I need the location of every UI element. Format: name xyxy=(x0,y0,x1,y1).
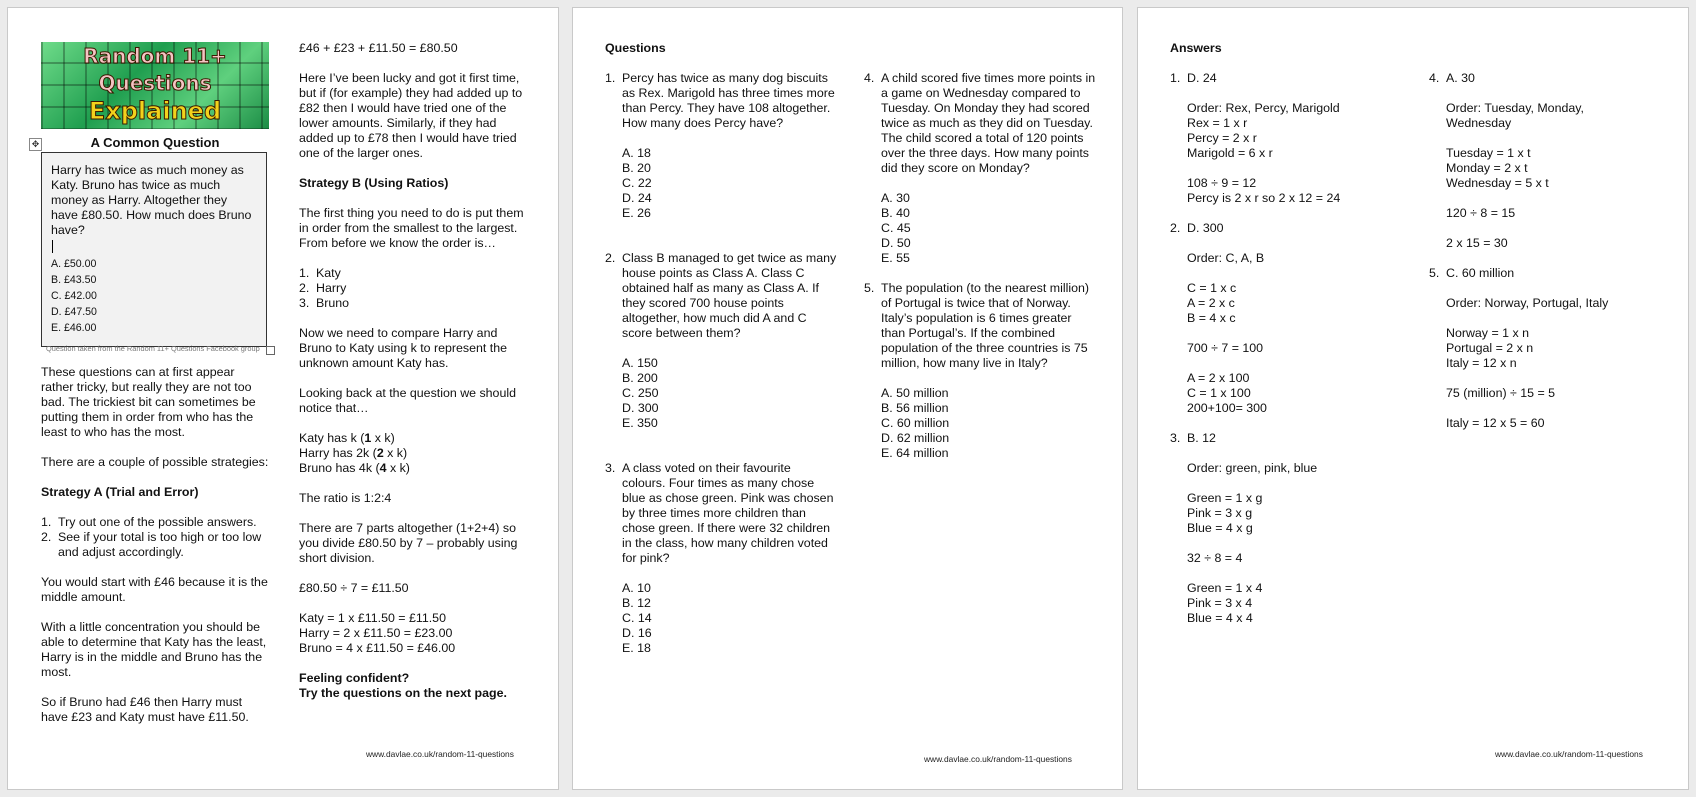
lucky-paragraph: Here I’ve been lucky and got it first time, but if (for example) they had added up to £82 then I would have tried one of the lower amounts. Similarly, if they had added up to £78 then I would have tried one of the larger ones. xyxy=(299,71,523,160)
start-paragraph: You would start with £46 because it is the middle amount. xyxy=(41,575,268,604)
list-item: 4. A child scored five times more points in a game on Wednesday compared to Tuesday. On Monday they had scored twice as much as they did on Tuesday. The child scored a total of 120 points over the three days. How many points did they score on Monday? A. 30 B. 40 C. 45 D. 50 E. 55 xyxy=(864,71,1096,265)
strategy-a-steps xyxy=(41,515,269,560)
banner-line-3: Explained xyxy=(88,97,222,125)
table-move-handle-icon[interactable]: ✥ xyxy=(29,138,42,151)
page1-left-column xyxy=(41,365,269,740)
question-3 xyxy=(605,461,837,656)
looking-back-paragraph: Looking back at the question we should notice that… xyxy=(299,386,516,415)
question-text: Harry has twice as much money as Katy. Bruno has twice as much money as Harry. Altogether they have £80.50. How much does Bruno have? xyxy=(51,163,252,237)
list-item: 1. Katy xyxy=(299,266,341,280)
answer-3 xyxy=(1170,431,1400,626)
order-paragraph: The first thing you need to do is put them in order from the smallest to the largest. From before we know the order is… xyxy=(299,206,524,250)
sum-line: £46 + £23 + £11.50 = £80.50 xyxy=(299,41,458,55)
page2-footer: www.davlae.co.uk/random-11-questions xyxy=(924,754,1072,764)
has-lines: Katy has k (1 x k) Harry has 2k (2 x k) Bruno has 4k (4 x k) xyxy=(299,431,410,475)
page3-footer: www.davlae.co.uk/random-11-questions xyxy=(1495,749,1643,759)
list-item: 5. C. 60 million Order: Norway, Portugal, Italy Norway = 1 x n Portugal = 2 x n Italy = 12 x n 75 (million) ÷ 15 = 5 Italy = 12 x 5 = 60 xyxy=(1429,266,1609,430)
question-1 xyxy=(605,71,837,221)
page2-right-column xyxy=(864,71,1096,476)
text-cursor xyxy=(52,240,53,253)
option-b: B. £43.50 xyxy=(51,274,97,286)
page1-right-column xyxy=(299,41,531,701)
banner-line-2: Questions xyxy=(98,71,212,95)
document-page-2 xyxy=(572,7,1123,790)
answers-heading: Answers xyxy=(1170,41,1222,55)
document-page-1 xyxy=(7,7,559,790)
question-caption: Question taken from the Random 11+ Questions Facebook group xyxy=(46,344,260,353)
question-5 xyxy=(864,281,1096,461)
calc-lines: Katy = 1 x £11.50 = £11.50 Harry = 2 x £11.50 = £23.00 Bruno = 4 x £11.50 = £46.00 xyxy=(299,611,456,655)
strategy-b-heading: Strategy B (Using Ratios) xyxy=(299,176,449,190)
answer-1 xyxy=(1170,71,1400,206)
order-list xyxy=(299,266,531,311)
list-item: 3. A class voted on their favourite colours. Four times as many chose blue as chose green. Pink was chosen by three times more children than chose green. If there were 32 children in the class, how many children voted for pink? A. 10 B. 12 C. 14 D. 16 E. 18 xyxy=(605,461,834,655)
question-title: A Common Question xyxy=(90,135,220,150)
list-item: 2. Harry xyxy=(299,281,347,295)
page1-footer: www.davlae.co.uk/random-11-questions xyxy=(366,749,514,759)
division-line: £80.50 ÷ 7 = £11.50 xyxy=(299,581,409,595)
option-d: D. £47.50 xyxy=(51,306,97,318)
answer-5 xyxy=(1429,266,1661,431)
list-item: 2. See if your total is too high or too low and adjust accordingly. xyxy=(41,530,262,559)
option-c: C. £42.00 xyxy=(51,290,97,302)
list-item: 1. Percy has twice as many dog biscuits as Rex. Marigold has three times more than Percy. They have 108 altogether. How many does Percy have? A. 18 B. 20 C. 22 D. 24 E. 26 xyxy=(605,71,835,220)
banner-line-1: Random 11+ xyxy=(83,44,227,68)
page3-left-column xyxy=(1170,41,1400,641)
list-item: 2. Class B managed to get twice as many house points as Class A. Class C obtained half as many as Class A. If they scored 700 house points altogether, how much did A and C score between them? A. 150 B. 200 C. 250 D. 300 E. 350 xyxy=(605,251,837,430)
question-box[interactable] xyxy=(41,152,267,347)
list-item: 5. The population (to the nearest million) of Portugal is twice that of Norway. Italy’s population is 6 times greater than Portugal’s. If the combined population of the three countries is 75 million, how many live in Italy? A. 50 million B. 56 million C. 60 million D. 62 million E. 64 million xyxy=(864,281,1090,460)
confident-text: Feeling confident? Try the questions on the next page. xyxy=(299,671,507,700)
list-item: 3. Bruno xyxy=(299,296,350,310)
question-4 xyxy=(864,71,1096,266)
list-item: 1. Try out one of the possible answers. xyxy=(41,515,257,529)
intro-paragraph: These questions can at first appear rather tricky, but really they are not too bad. The trickiest bit can sometimes be putting them in order from who has the least to who has the most. xyxy=(41,365,256,439)
table-resize-handle[interactable] xyxy=(266,346,275,355)
list-item: 4. A. 30 Order: Tuesday, Monday, Wednesday Tuesday = 1 x t Monday = 2 x t Wednesday = 5 x t 120 ÷ 8 = 15 2 x 15 = 30 xyxy=(1429,71,1584,250)
option-a: A. £50.00 xyxy=(51,258,97,270)
page3-right-column xyxy=(1429,71,1661,446)
answer-4 xyxy=(1429,71,1661,251)
concentration-paragraph: With a little concentration you should be able to determine that Katy has the least, Harry is in the middle and Bruno has the most. xyxy=(41,620,267,679)
list-item: 3. B. 12 Order: green, pink, blue Green = 1 x g Pink = 3 x g Blue = 4 x g 32 ÷ 8 = 4 Green = 1 x 4 Pink = 3 x 4 Blue = 4 x 4 xyxy=(1170,431,1318,625)
parts-paragraph: There are 7 parts altogether (1+2+4) so you divide £80.50 by 7 – probably using short division. xyxy=(299,521,518,565)
list-item: 1. D. 24 Order: Rex, Percy, Marigold Rex = 1 x r Percy = 2 x r Marigold = 6 x r 108 ÷ 9 = 12 Percy is 2 x r so 2 x 12 = 24 xyxy=(1170,71,1341,205)
strategy-a-heading: Strategy A (Trial and Error) xyxy=(41,485,199,499)
answer-2 xyxy=(1170,221,1400,416)
document-page-3 xyxy=(1137,7,1689,790)
random-11-banner-image xyxy=(41,42,269,129)
strategies-paragraph: There are a couple of possible strategies: xyxy=(41,455,269,469)
ratio-line: The ratio is 1:2:4 xyxy=(299,491,392,505)
option-e: E. £46.00 xyxy=(51,322,97,334)
questions-heading: Questions xyxy=(605,41,666,55)
page2-left-column xyxy=(605,41,837,671)
list-item: 2. D. 300 Order: C, A, B C = 1 x c A = 2 x c B = 4 x c 700 ÷ 7 = 100 A = 2 x 100 C = 1 x 100 200+100= 300 xyxy=(1170,221,1267,415)
bruno-paragraph: So if Bruno had £46 then Harry must have £23 and Katy must have £11.50. xyxy=(41,695,249,724)
question-2 xyxy=(605,251,837,431)
compare-paragraph: Now we need to compare Harry and Bruno to Katy using k to represent the unknown amount Katy has. xyxy=(299,326,508,370)
